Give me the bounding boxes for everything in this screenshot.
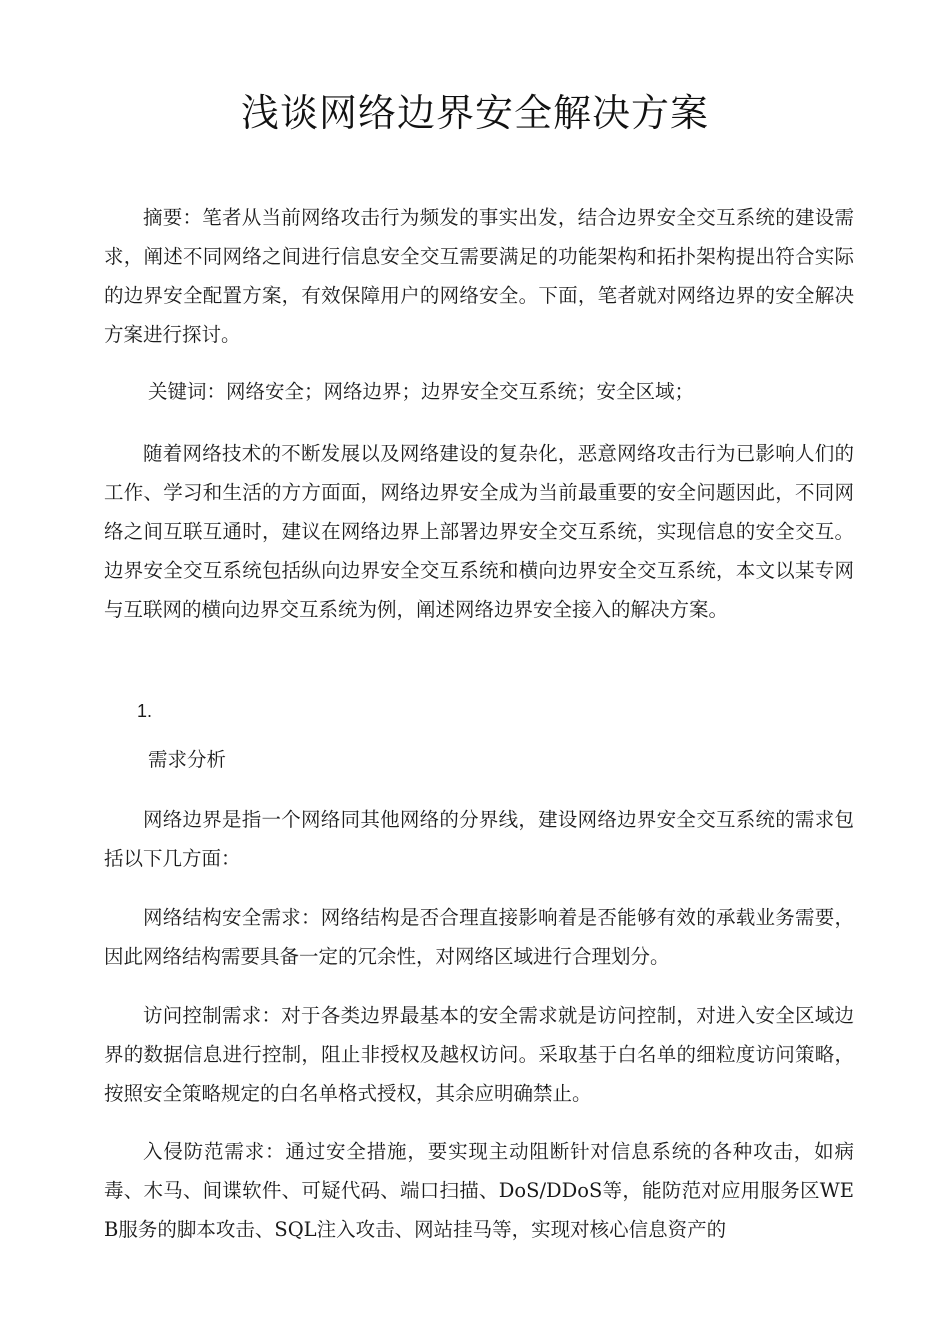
section-number: 1. <box>137 701 153 721</box>
abstract-paragraph: 摘要：笔者从当前网络攻击行为频发的事实出发，结合边界安全交互系统的建设需求，阐述不同网络之间进行信息安全交互需要满足的功能架构和拓扑架构提出符合实际的边界安全配置方案，有效保障用户的网络安全。下面，笔者就对网络边界的安全解决方案进行探讨。 <box>104 206 854 346</box>
document-title: 浅谈网络边界安全解决方案 <box>240 91 709 135</box>
intro-paragraph: 随着网络技术的不断发展以及网络建设的复杂化，恶意网络攻击行为已影响人们的工作、学习和生活的方方面面，网络边界安全成为当前最重要的安全问题因此，不同网络之间互联互通时，建议在网络边界上部署边界安全交互系统，实现信息的安全交互。边界安全交互系统包括纵向边界安全交互系统和横向边界安全交互系统，本文以某专网与互联网的横向边界交互系统为例，阐述网络边界安全接入的解决方案。 <box>104 442 854 621</box>
section-title: 需求分析 <box>148 748 227 771</box>
section-intro-paragraph: 网络边界是指一个网络同其他网络的分界线，建设网络边界安全交互系统的需求包括以下几方面： <box>104 808 854 870</box>
keywords-paragraph: 关键词：网络安全；网络边界；边界安全交互系统；安全区域； <box>148 380 695 403</box>
network-structure-requirement: 网络结构安全需求：网络结构是否合理直接影响着是否能够有效的承载业务需要，因此网络结构需要具备一定的冗余性，对网络区域进行合理划分。 <box>104 906 854 968</box>
access-control-requirement: 访问控制需求：对于各类边界最基本的安全需求就是访问控制，对进入安全区域边界的数据信息进行控制，阻止非授权及越权访问。采取基于白名单的细粒度访问策略，按照安全策略规定的白名单格式授权，其余应明确禁止。 <box>104 1004 854 1105</box>
intrusion-prevention-requirement: 入侵防范需求：通过安全措施，要实现主动阻断针对信息系统的各种攻击，如病毒、木马、间谍软件、可疑代码、端口扫描、DoS/DDoS等，能防范对应用服务区WEB服务的脚本攻击、SQL注入攻击、网站挂马等，实现对核心信息资产的 <box>104 1140 854 1241</box>
